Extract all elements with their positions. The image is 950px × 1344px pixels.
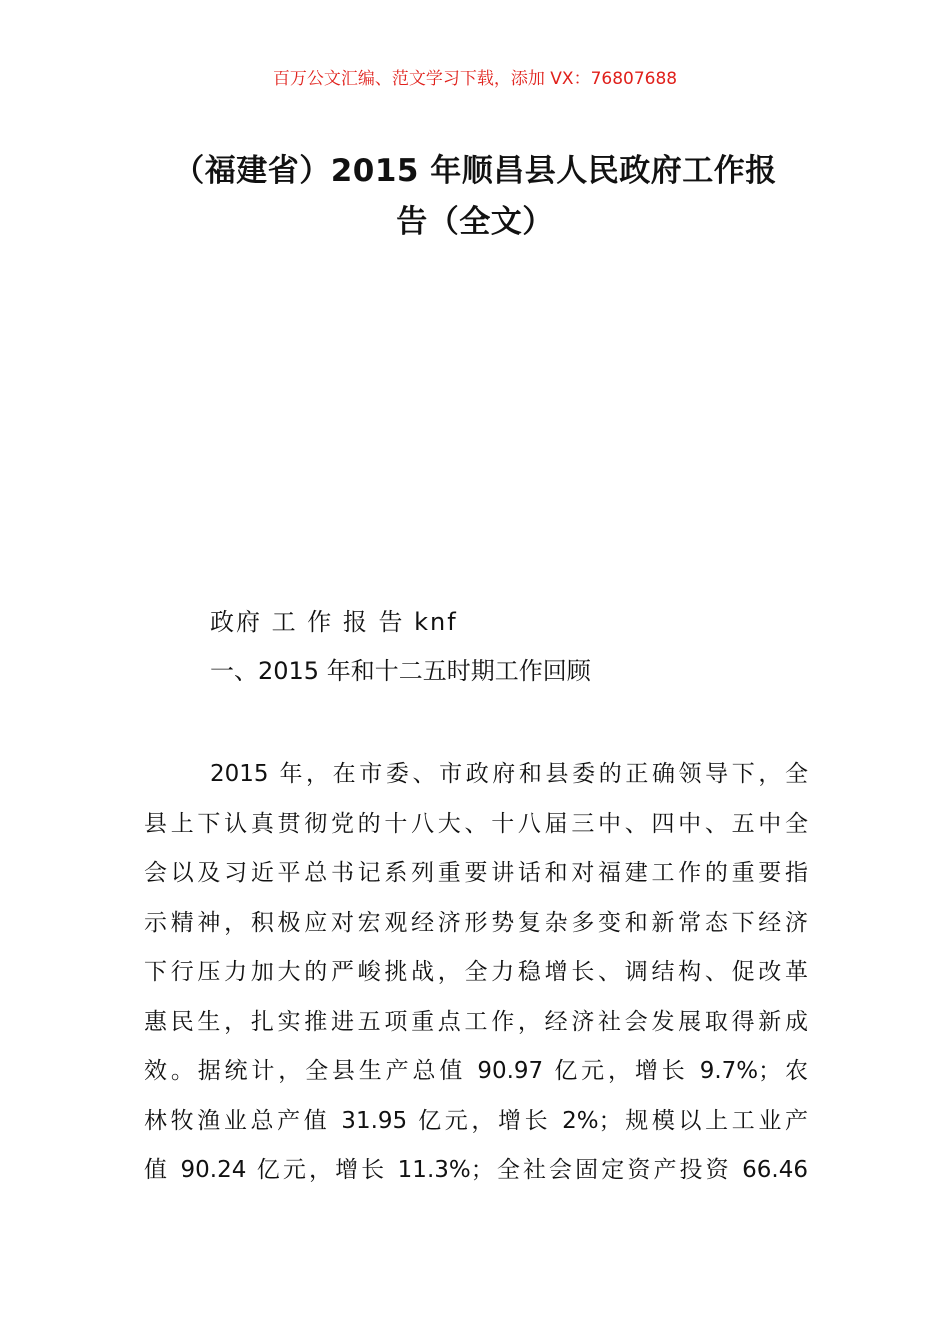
paragraph-line: 值 90.24 亿元，增长 11.3%；全社会固定资产投资 66.46 — [144, 1157, 808, 1183]
paragraph-line: 会以及习近平总书记系列重要讲话和对福建工作的重要指 — [144, 860, 808, 886]
title-line-2: 告（全文） — [396, 204, 554, 240]
watermark-banner: 百万公文汇编、范文学习下载，添加 VX：76807688 — [272, 69, 678, 89]
title-line-1: （福建省）2015 年顺昌县人民政府工作报 — [173, 153, 777, 189]
document-title — [145, 146, 805, 248]
paragraph-line: 2015 年，在市委、市政府和县委的正确领导下，全 — [210, 761, 808, 787]
subheading-report-label: 政府 工 作 报 告 knf — [210, 608, 458, 636]
section-heading: 一、2015 年和十二五时期工作回顾 — [210, 657, 591, 685]
paragraph-line: 县上下认真贯彻党的十八大、十八届三中、四中、五中全 — [144, 810, 808, 837]
paragraph-line: 下行压力加大的严峻挑战，全力稳增长、调结构、促改革 — [144, 959, 808, 985]
paragraph-line: 效。据统计，全县生产总值 90.97 亿元，增长 9.7%；农 — [144, 1058, 808, 1084]
body-paragraph — [144, 750, 808, 1196]
paragraph-line: 示精神，积极应对宏观经济形势复杂多变和新常态下经济 — [144, 909, 808, 936]
paragraph-line: 惠民生，扎实推进五项重点工作，经济社会发展取得新成 — [144, 1008, 808, 1035]
paragraph-line: 林牧渔业总产值 31.95 亿元，增长 2%；规模以上工业产 — [144, 1107, 808, 1134]
